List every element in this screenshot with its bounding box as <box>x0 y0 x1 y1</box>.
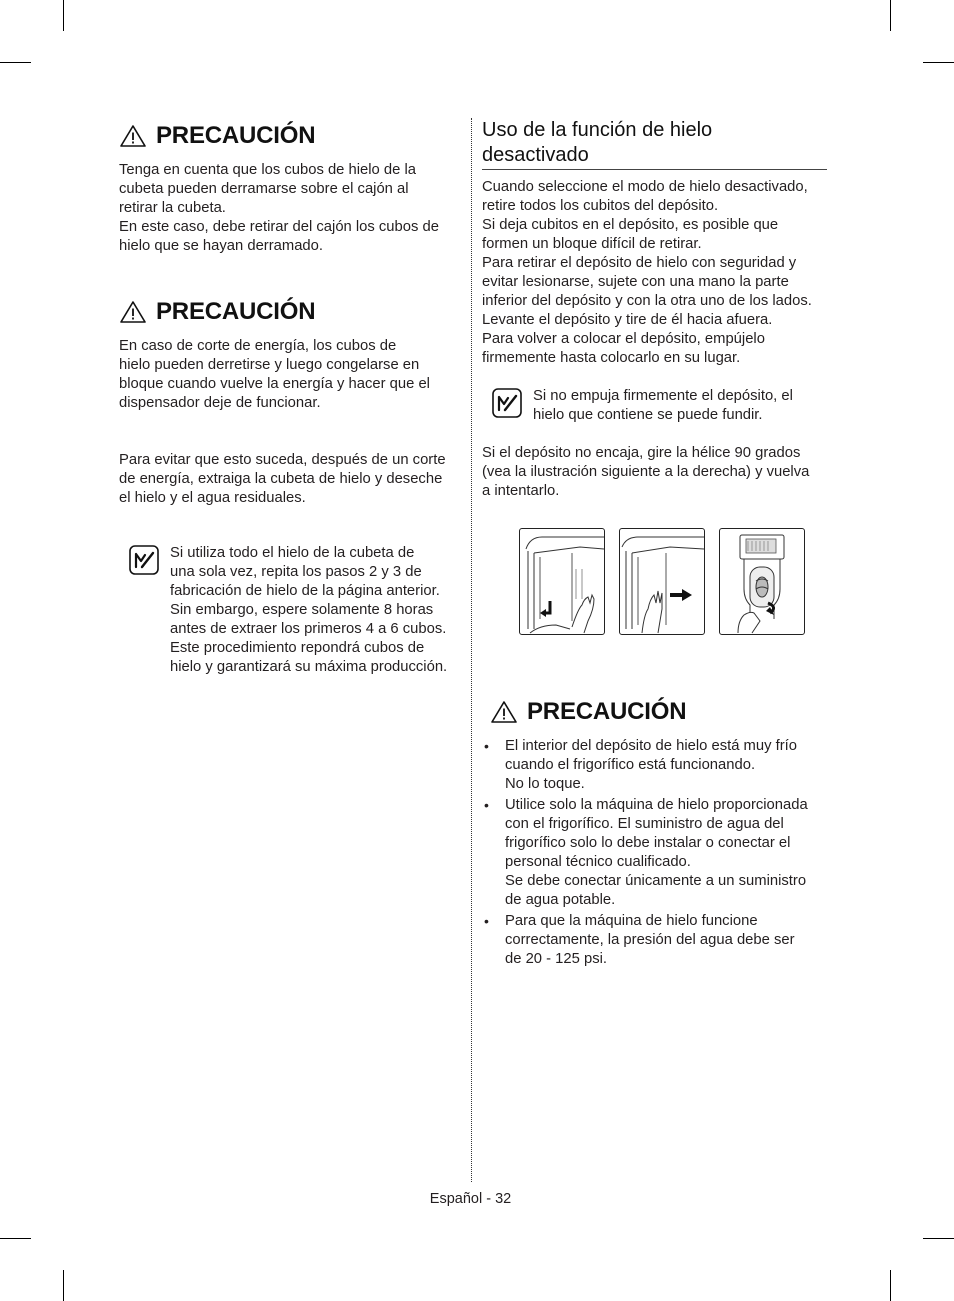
auger-illustration <box>720 529 804 634</box>
text-line: hielo y garantizará su máxima producción. <box>170 659 448 675</box>
text-line: En caso de corte de energía, los cubos de <box>119 338 397 354</box>
text-line: Para evitar que esto suceda, después de un corte <box>119 452 446 468</box>
note-pencil-icon <box>129 545 159 575</box>
crop-mark <box>890 0 891 31</box>
page-number: Español - 32 <box>429 1191 512 1207</box>
intro-text <box>482 178 827 368</box>
text-line: bloque cuando vuelve la energía y hacer que el <box>119 376 430 392</box>
caution-heading <box>119 298 461 326</box>
text-line: Si deja cubitos en el depósito, es posible que <box>482 217 779 233</box>
text-line: hielo pueden derretirse y luego congelarse en <box>119 357 420 373</box>
ice-bucket-illustration <box>520 529 604 634</box>
list-item: • El interior del depósito de hielo está muy frío cuando el frigorífico está funcionando. No lo toque. <box>482 737 827 794</box>
illustration-rotate-auger <box>719 528 805 635</box>
crop-mark <box>63 1270 64 1301</box>
text-line: Tenga en cuenta que los cubos de hielo de la <box>119 162 416 178</box>
text-line: inferior del depósito y con la otra uno de los lados. <box>482 293 812 309</box>
text-line: hielo que se hayan derramado. <box>119 238 324 254</box>
illustration-row <box>519 528 805 635</box>
caution-title: PRECAUCIÓN <box>527 698 687 725</box>
warning-triangle-icon <box>119 124 147 148</box>
text-line: En este caso, debe retirar del cajón los cubos de <box>119 219 439 235</box>
text-line: fabricación de hielo de la página anterior. <box>170 583 440 599</box>
after-note-text <box>482 444 827 501</box>
text-line: de energía, extraiga la cubeta de hielo y deseche <box>119 471 443 487</box>
right-column <box>482 118 827 501</box>
crop-mark <box>923 1238 954 1239</box>
caution-bullet-list <box>482 737 827 969</box>
text-line: cubeta pueden derramarse sobre el cajón al <box>119 181 409 197</box>
note-box <box>129 545 461 677</box>
text-line: antes de extraer los primeros 4 a 6 cubos. <box>170 621 447 637</box>
list-item: • Para que la máquina de hielo funcione correctamente, la presión del agua debe ser de 20 - 125 psi. <box>482 912 827 969</box>
warning-triangle-icon <box>490 700 518 724</box>
text-line: dispensador deje de funcionar. <box>119 395 321 411</box>
note-pencil-icon <box>492 388 522 418</box>
caution-text <box>119 161 461 256</box>
illustration-push-bucket <box>619 528 705 635</box>
text-line: una sola vez, repita los pasos 2 y 3 de <box>170 564 422 580</box>
text-line: Si el depósito no encaja, gire la hélice 90 grados <box>482 445 801 461</box>
note-box <box>492 388 827 425</box>
text-line: retirar la cubeta. <box>119 200 226 216</box>
list-item: • Utilice solo la máquina de hielo proporcionada con el frigorífico. El suministro de agua del frigorífico solo lo debe instalar o conectar el personal técnico cualificado. Se debe conectar únicamente a un suministro de agua potable. <box>482 796 827 910</box>
text-line: (vea la ilustración siguiente a la derecha) y vuelva <box>482 464 810 480</box>
illustration-pull-bucket <box>519 528 605 635</box>
text-line: el hielo y el agua residuales. <box>119 490 306 506</box>
note-text <box>170 544 447 677</box>
crop-mark <box>0 62 31 63</box>
heading-line: desactivado <box>482 144 589 166</box>
text-line: Sin embargo, espere solamente 8 horas <box>170 602 434 618</box>
text-line: Levante el depósito y tire de él hacia afuera. <box>482 312 773 328</box>
text-line: Cuando seleccione el modo de hielo desactivado, <box>482 179 808 195</box>
text-line: Para retirar el depósito de hielo con seguridad y <box>482 255 797 271</box>
column-divider <box>471 118 472 1182</box>
crop-mark <box>0 1238 31 1239</box>
text-line: hielo que contiene se puede fundir. <box>533 407 763 423</box>
heading-line: Uso de la función de hielo <box>482 119 713 141</box>
text-line: Si utiliza todo el hielo de la cubeta de <box>170 545 415 561</box>
text-line: evitar lesionarse, sujete con una mano la parte <box>482 274 789 290</box>
warning-triangle-icon <box>119 300 147 324</box>
left-column <box>119 118 461 677</box>
caution-title: PRECAUCIÓN <box>156 298 316 325</box>
text-line: Este procedimiento repondrá cubos de <box>170 640 425 656</box>
crop-mark <box>923 62 954 63</box>
text-line: Si no empuja firmemente el depósito, el <box>533 388 793 404</box>
text-line: a intentarlo. <box>482 483 560 499</box>
note-text <box>533 387 793 425</box>
text-line: formen un bloque difícil de retirar. <box>482 236 702 252</box>
caution-section-right <box>482 698 827 971</box>
caution-text <box>119 337 461 413</box>
crop-mark <box>890 1270 891 1301</box>
text-line: retire todos los cubitos del depósito. <box>482 198 719 214</box>
crop-mark <box>63 0 64 31</box>
text-line: firmemente hasta colocarlo en su lugar. <box>482 350 741 366</box>
text-line: Para volver a colocar el depósito, empújelo <box>482 331 765 347</box>
caution-title: PRECAUCIÓN <box>156 122 316 149</box>
caution-heading <box>490 698 827 726</box>
section-heading <box>482 118 827 170</box>
caution-text <box>119 451 461 508</box>
caution-heading <box>119 122 461 150</box>
ice-bucket-illustration <box>620 529 704 634</box>
